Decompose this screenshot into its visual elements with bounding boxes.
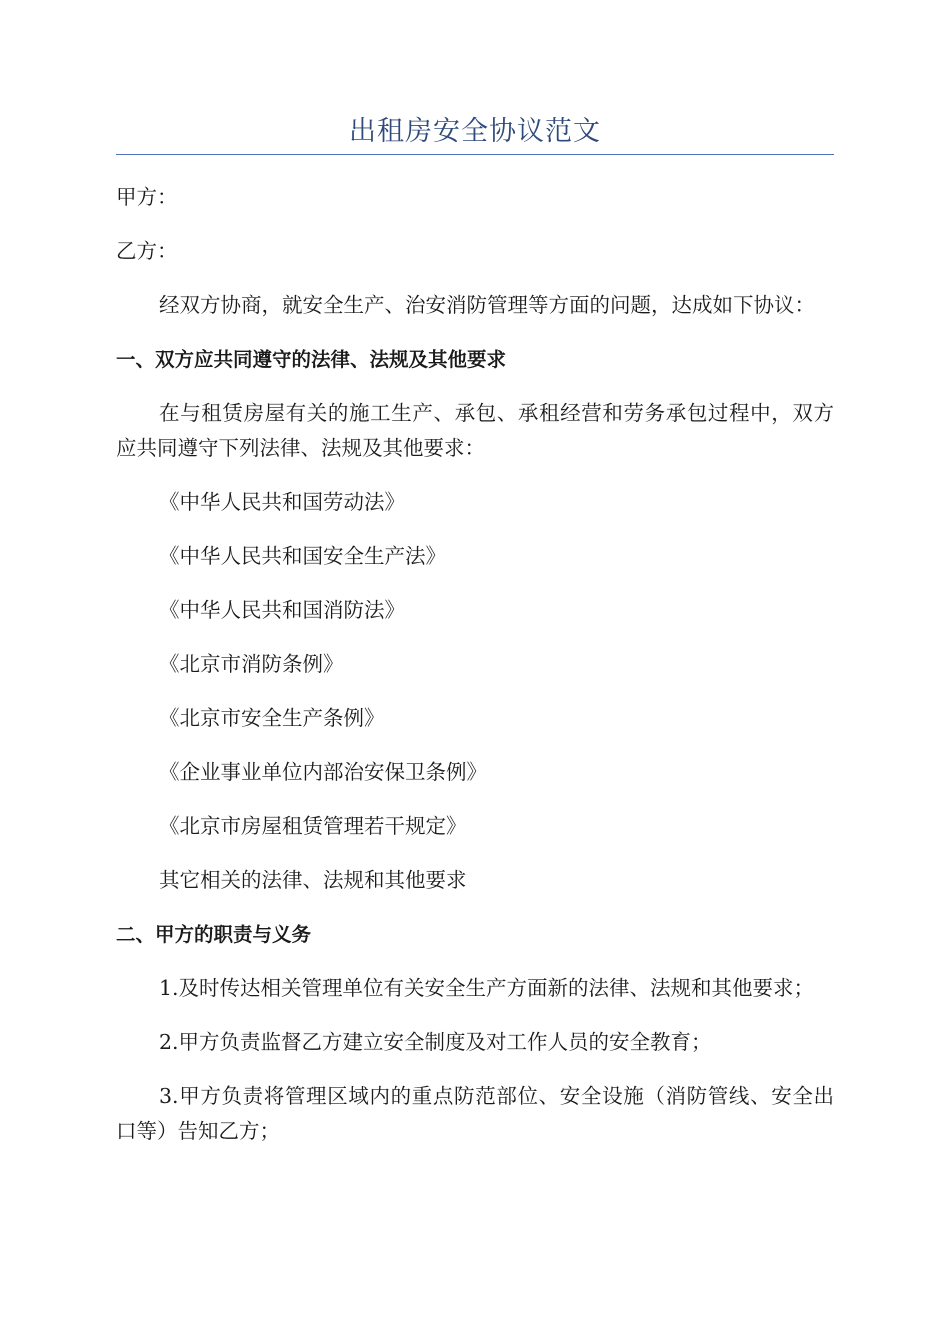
party-a-label: 甲方：: [116, 185, 178, 209]
law-item: 《中华人民共和国消防法》: [159, 598, 405, 622]
law-item: 《企业事业单位内部治安保卫条例》: [159, 760, 487, 784]
intro-paragraph: 经双方协商，就安全生产、治安消防管理等方面的问题，达成如下协议：: [159, 293, 815, 317]
duty-item: 3.甲方负责将管理区域内的重点防范部位、安全设施（消防管线、安全出口等）告知乙方；: [116, 1084, 834, 1143]
duty-item: 2.甲方负责监督乙方建立安全制度及对工作人员的安全教育；: [159, 1030, 712, 1054]
title-underline: [116, 154, 834, 155]
law-item: 《中华人民共和国劳动法》: [159, 490, 405, 514]
law-item: 《北京市消防条例》: [159, 652, 344, 676]
law-item: 《中华人民共和国安全生产法》: [159, 544, 446, 568]
section-2-heading: 二、甲方的职责与义务: [116, 923, 312, 946]
law-item: 其它相关的法律、法规和其他要求: [159, 868, 467, 892]
document-body: [116, 180, 834, 1168]
party-b-label: 乙方：: [116, 239, 178, 263]
duty-item: 1.及时传达相关管理单位有关安全生产方面新的法律、法规和其他要求；: [159, 976, 815, 1000]
law-item: 《北京市房屋租赁管理若干规定》: [159, 814, 467, 838]
law-item: 《北京市安全生产条例》: [159, 706, 385, 730]
document-title: 出租房安全协议范文: [349, 116, 601, 147]
section-1-heading: 一、双方应共同遵守的法律、法规及其他要求: [116, 348, 507, 371]
section-1-paragraph: 在与租赁房屋有关的施工生产、承包、承租经营和劳务承包过程中，双方应共同遵守下列法律、法规及其他要求：: [116, 401, 834, 460]
